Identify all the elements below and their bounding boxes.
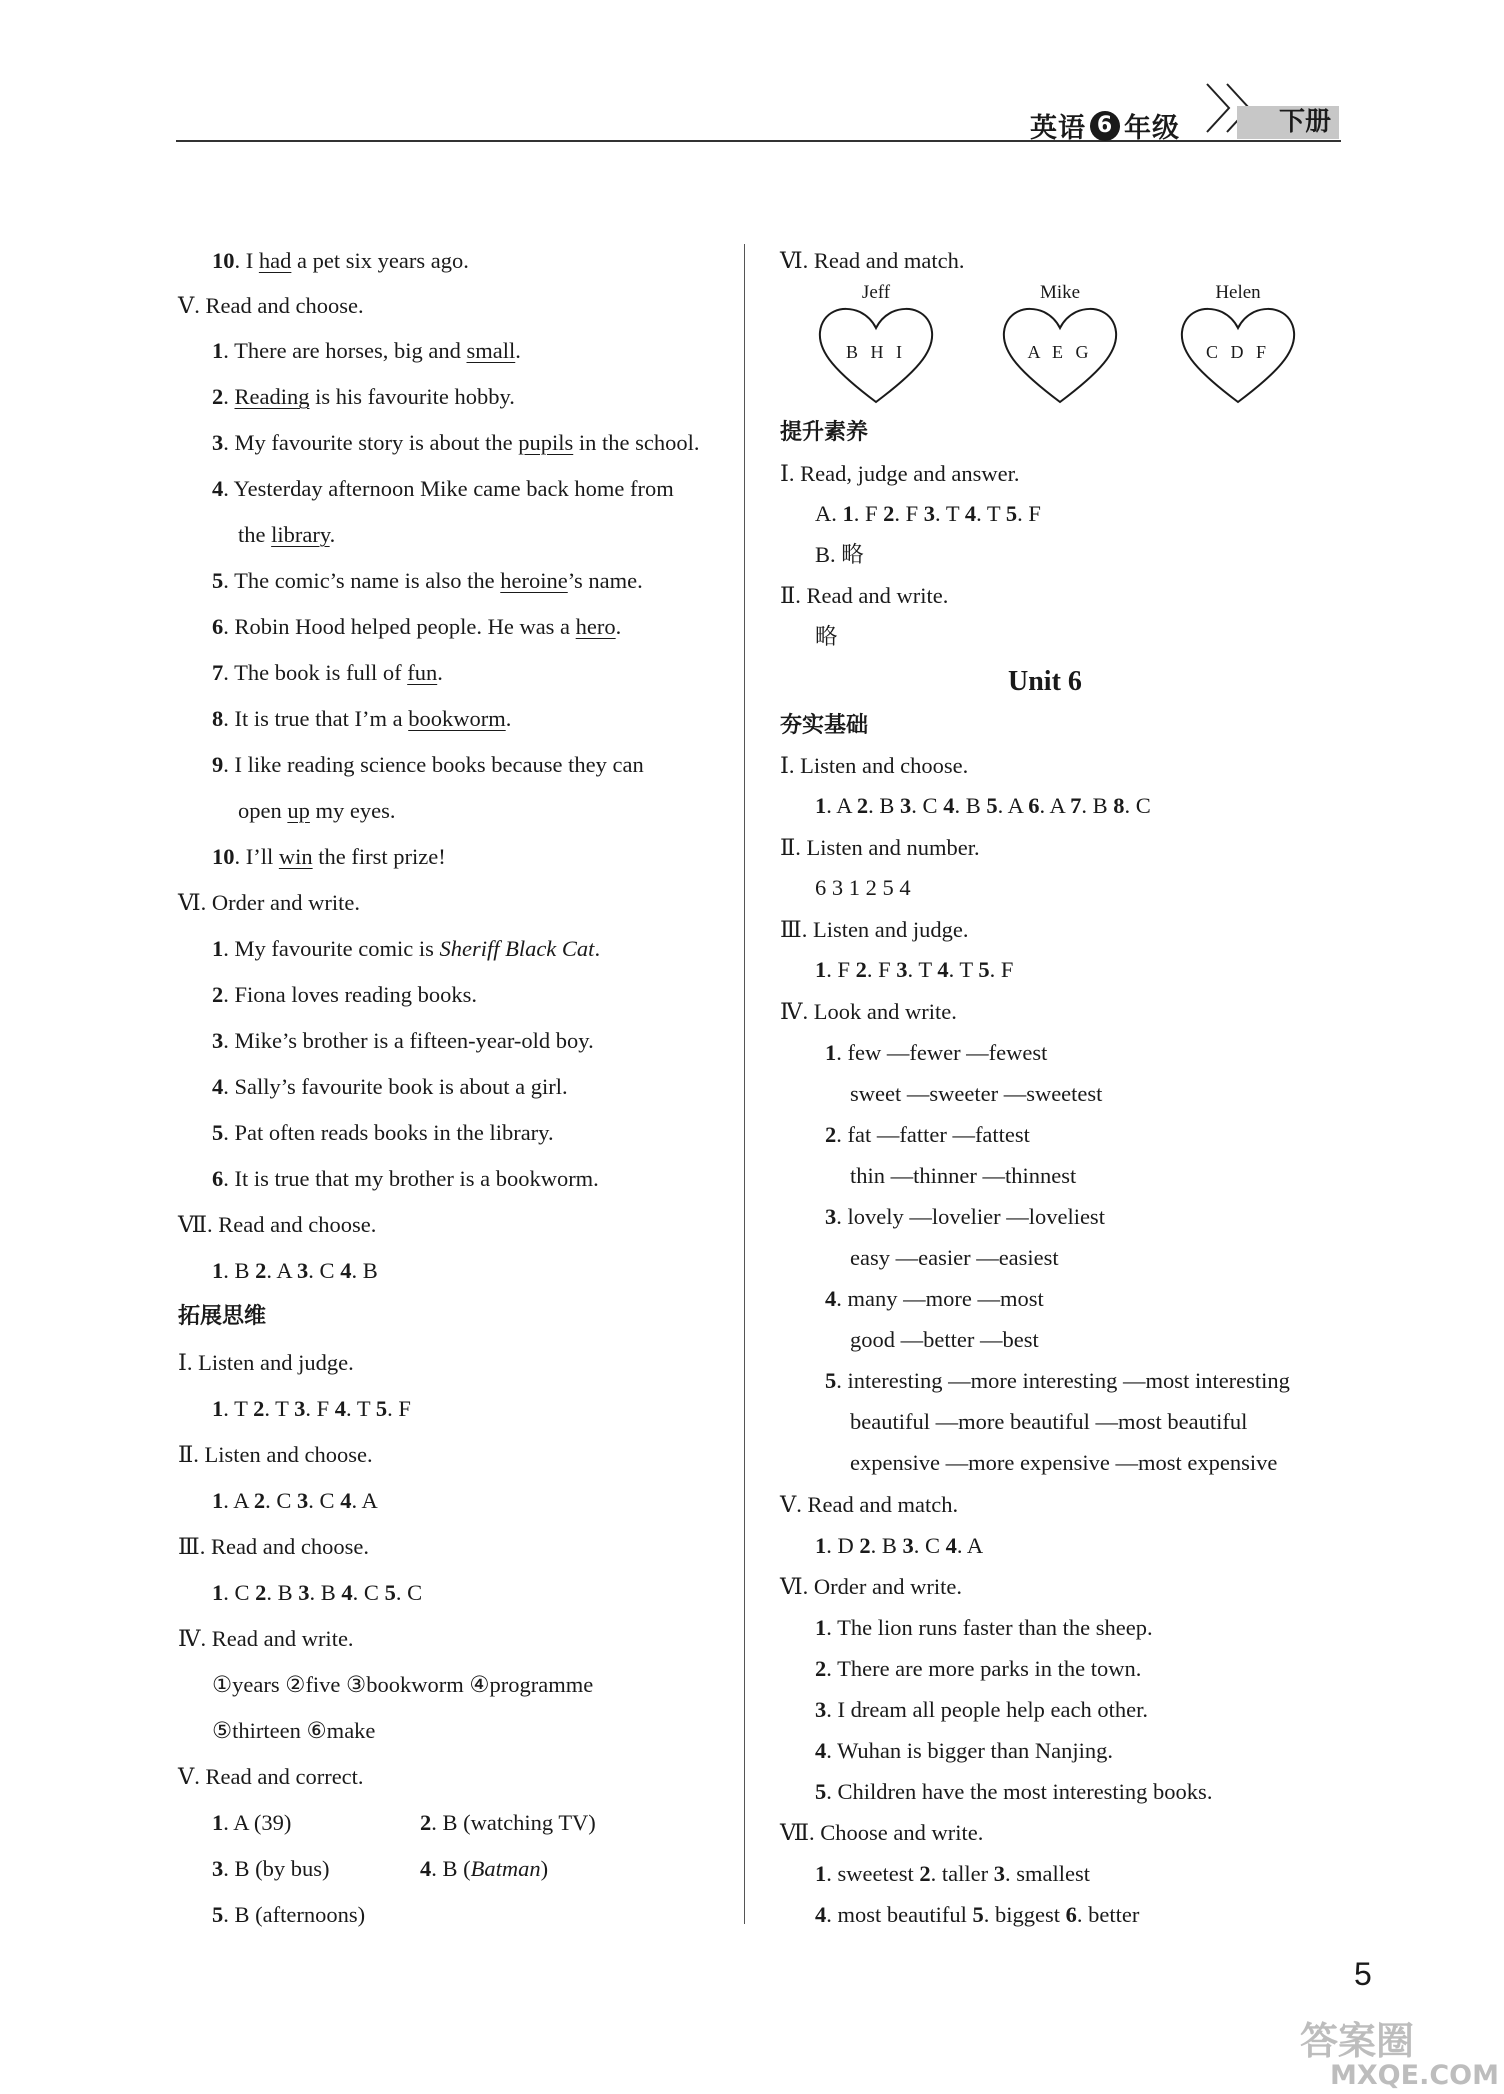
answer-line: expensive —more expensive —most expensive bbox=[850, 1450, 1278, 1475]
heart-jeff bbox=[816, 282, 936, 406]
part-heading: 提升素养 bbox=[780, 420, 869, 445]
answer-line: 6. Robin Hood helped people. He was a hero. bbox=[212, 614, 622, 639]
answer-line: 1. My favourite comic is Sheriff Black Cat. bbox=[212, 936, 601, 961]
heart-letters: A E G bbox=[1027, 342, 1093, 362]
heart-name: Helen bbox=[1215, 282, 1261, 303]
answer-line: 1. D 2. B 3. C 4. A bbox=[815, 1533, 984, 1558]
answer-line: 1. A 2. B 3. C 4. B 5. A 6. A 7. B 8. C bbox=[815, 793, 1151, 818]
answer-line: 5. The comic’s name is also the heroine’s name. bbox=[212, 568, 643, 593]
answer-line: 1. The lion runs faster than the sheep. bbox=[815, 1615, 1153, 1640]
answer-line: 4. B (Batman) bbox=[420, 1856, 549, 1881]
answer-line: 2. There are more parks in the town. bbox=[815, 1656, 1142, 1681]
section-heading: Ⅴ. Read and correct. bbox=[178, 1764, 364, 1789]
heart-name: Jeff bbox=[861, 282, 891, 303]
heart-letters: C D F bbox=[1205, 342, 1270, 362]
answer-line: 1. There are horses, big and small. bbox=[212, 338, 521, 363]
answer-line: 3. lovely —lovelier —loveliest bbox=[825, 1204, 1105, 1229]
answer-line: 6 3 1 2 5 4 bbox=[815, 875, 911, 900]
part-heading: 拓展思维 bbox=[178, 1304, 267, 1329]
section-heading: Ⅱ. Listen and choose. bbox=[178, 1442, 373, 1467]
answer-line: open up my eyes. bbox=[238, 798, 396, 823]
answer-line: 9. I like reading science books because they can bbox=[212, 752, 644, 777]
section-heading: Ⅶ. Read and choose. bbox=[178, 1212, 377, 1237]
watermark: 答案圈 bbox=[1300, 2019, 1415, 2063]
section-heading: Ⅲ. Listen and judge. bbox=[780, 917, 969, 942]
answer-line: 3. I dream all people help each other. bbox=[815, 1697, 1148, 1722]
heart-name: Mike bbox=[1039, 282, 1081, 303]
section-heading: Ⅵ. Read and match. bbox=[780, 248, 965, 273]
answer-line: 5. Children have the most interesting books. bbox=[815, 1779, 1213, 1804]
heart-letters: B H I bbox=[846, 342, 906, 362]
section-heading: Ⅵ. Order and write. bbox=[780, 1574, 962, 1599]
answer-line: 1. C 2. B 3. B 4. C 5. C bbox=[212, 1580, 423, 1605]
unit-title: Unit 6 bbox=[1008, 666, 1082, 697]
answer-line: 10. I’ll win the first prize! bbox=[212, 844, 446, 869]
answer-line: 10. I had a pet six years ago. bbox=[212, 248, 469, 273]
heart-mike bbox=[1000, 282, 1120, 406]
answer-line: 4. Wuhan is bigger than Nanjing. bbox=[815, 1738, 1114, 1763]
answer-line: 1. few —fewer —fewest bbox=[825, 1040, 1048, 1065]
answer-line: 1. A (39) bbox=[212, 1810, 292, 1835]
section-heading: Ⅱ. Listen and number. bbox=[780, 835, 980, 860]
answer-line: 2. fat —fatter —fattest bbox=[825, 1122, 1030, 1147]
answer-line: ⑤thirteen ⑥make bbox=[212, 1718, 376, 1743]
section-heading: Ⅴ. Read and choose. bbox=[178, 293, 364, 318]
grade-label: 年级 bbox=[1124, 113, 1180, 144]
answer-line: 略 bbox=[815, 624, 838, 649]
answer-line: 1. A 2. C 3. C 4. A bbox=[212, 1488, 378, 1513]
answer-line: 8. It is true that I’m a bookworm. bbox=[212, 706, 512, 731]
answer-line: 6. It is true that my brother is a bookworm. bbox=[212, 1166, 599, 1191]
answer-line: 3. B (by bus) bbox=[212, 1856, 330, 1881]
section-heading: Ⅳ. Look and write. bbox=[780, 999, 957, 1024]
answer-line: 5. interesting —more interesting —most interesting bbox=[825, 1368, 1290, 1393]
section-heading: Ⅰ. Read, judge and answer. bbox=[780, 461, 1020, 486]
answer-line: easy —easier —easiest bbox=[850, 1245, 1059, 1270]
watermark-url: MXQE.COM bbox=[1330, 2060, 1499, 2091]
column-divider bbox=[744, 244, 745, 1924]
page-number: 5 bbox=[1354, 1956, 1372, 1992]
answer-line: thin —thinner —thinnest bbox=[850, 1163, 1077, 1188]
answer-line: ①years ②five ③bookworm ④programme bbox=[212, 1672, 594, 1697]
answer-line: sweet —sweeter —sweetest bbox=[850, 1081, 1103, 1106]
answer-line: 2. Reading is his favourite hobby. bbox=[212, 384, 515, 409]
section-heading: Ⅴ. Read and match. bbox=[780, 1492, 959, 1517]
answer-line: A. 1. F 2. F 3. T 4. T 5. F bbox=[815, 501, 1041, 526]
answer-line: 2. Fiona loves reading books. bbox=[212, 982, 477, 1007]
answer-line: 4. many —more —most bbox=[825, 1286, 1044, 1311]
answer-line: 4. most beautiful 5. biggest 6. better bbox=[815, 1902, 1140, 1927]
answer-line: 3. My favourite story is about the pupils in the school. bbox=[212, 430, 700, 455]
answer-line: 5. Pat often reads books in the library. bbox=[212, 1120, 554, 1145]
grade-badge: 6 bbox=[1090, 111, 1120, 141]
subject: 英语 bbox=[1030, 113, 1086, 144]
volume-tab: 下册 bbox=[1237, 106, 1339, 139]
header-title bbox=[1030, 106, 1180, 145]
answer-line: beautiful —more beautiful —most beautiful bbox=[850, 1409, 1248, 1434]
answer-line: B. 略 bbox=[815, 542, 864, 567]
section-heading: Ⅶ. Choose and write. bbox=[780, 1820, 984, 1845]
answer-line: 3. Mike’s brother is a fifteen-year-old boy. bbox=[212, 1028, 594, 1053]
section-heading: Ⅰ. Listen and choose. bbox=[780, 753, 969, 778]
answer-line: good —better —best bbox=[850, 1327, 1039, 1352]
part-heading: 夯实基础 bbox=[780, 713, 869, 738]
section-heading: Ⅲ. Read and choose. bbox=[178, 1534, 370, 1559]
answer-line: the library. bbox=[238, 522, 336, 547]
answer-line: 1. T 2. T 3. F 4. T 5. F bbox=[212, 1396, 411, 1421]
section-heading: Ⅳ. Read and write. bbox=[178, 1626, 354, 1651]
section-heading: Ⅵ. Order and write. bbox=[178, 890, 360, 915]
answer-line: 5. B (afternoons) bbox=[212, 1902, 366, 1927]
answer-line: 4. Yesterday afternoon Mike came back home from bbox=[212, 476, 674, 501]
answer-line: 7. The book is full of fun. bbox=[212, 660, 443, 685]
answer-line: 1. B 2. A 3. C 4. B bbox=[212, 1258, 378, 1283]
answer-line: 4. Sally’s favourite book is about a girl. bbox=[212, 1074, 568, 1099]
heart-helen bbox=[1178, 282, 1298, 406]
section-heading: Ⅱ. Read and write. bbox=[780, 583, 949, 608]
answer-line: 2. B (watching TV) bbox=[420, 1810, 596, 1835]
answer-line: 1. sweetest 2. taller 3. smallest bbox=[815, 1861, 1090, 1886]
section-heading: Ⅰ. Listen and judge. bbox=[178, 1350, 354, 1375]
answer-line: 1. F 2. F 3. T 4. T 5. F bbox=[815, 957, 1014, 982]
